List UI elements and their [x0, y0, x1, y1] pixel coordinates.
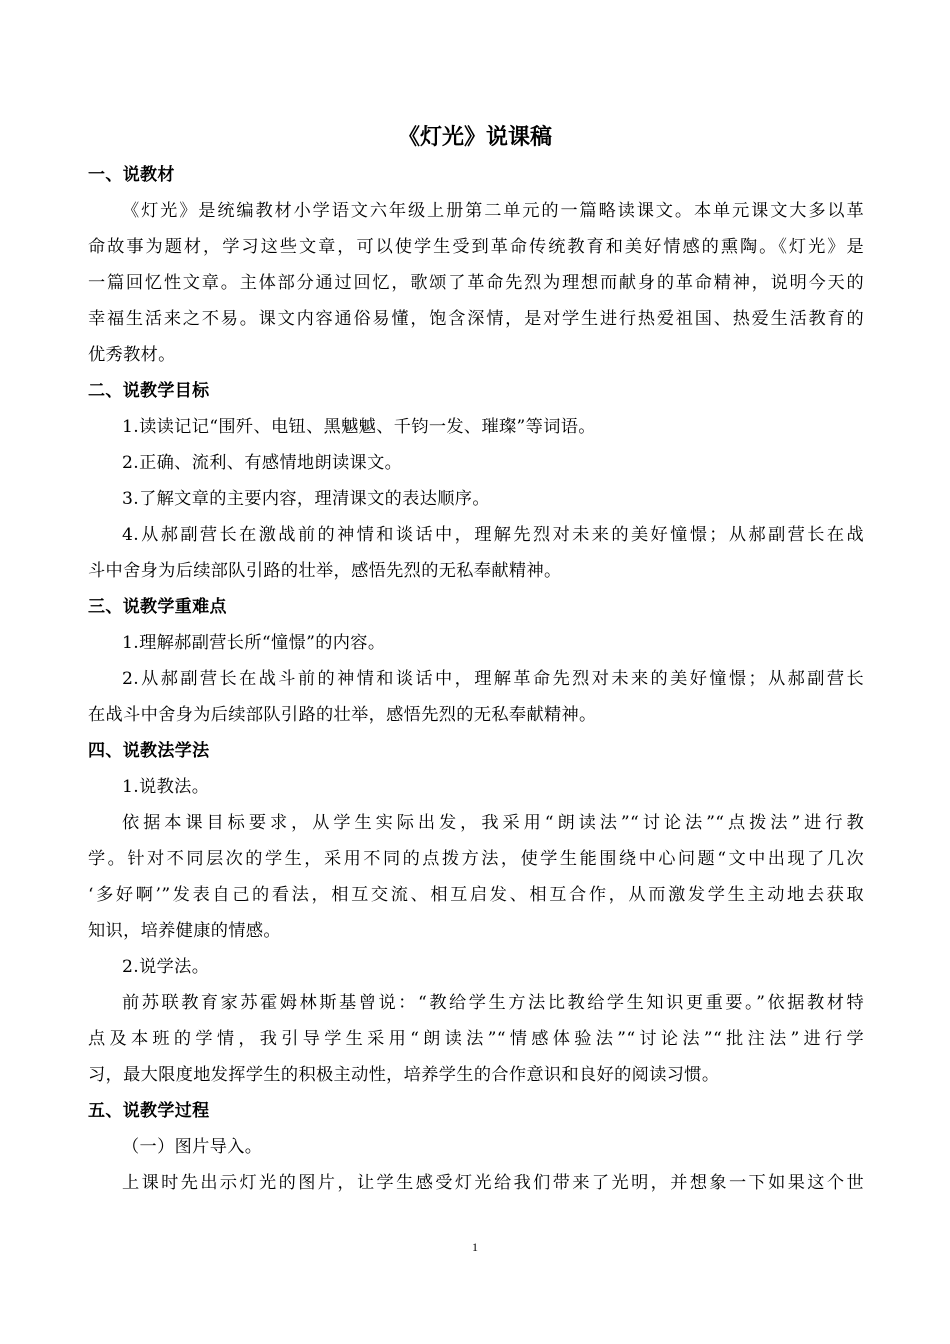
paragraph-line: 2.从郝副营长在战斗前的神情和谈话中，理解革命先烈对未来的美好憧憬；从郝副营长: [122, 669, 864, 689]
paragraph-line: 学。针对不同层次的学生，采用不同的点拨方法，使学生能围绕中心问题“文中出现了几次: [88, 849, 864, 869]
document-title: 《灯光》说课稿: [397, 125, 552, 150]
paragraph-line: 点及本班的学情，我引导学生采用“朗读法”“情感体验法”“讨论法”“批注法”进行学: [88, 1029, 864, 1049]
section-heading: 二、说教学目标: [88, 381, 210, 401]
list-item: 3.了解文章的主要内容，理清课文的表达顺序。: [122, 489, 490, 509]
paragraph-line: 上课时先出示灯光的图片，让学生感受灯光给我们带来了光明，并想象一下如果这个世: [122, 1173, 864, 1193]
list-item: 2.说学法。: [122, 957, 210, 977]
paragraph-line: 幸福生活来之不易。课文内容通俗易懂，饱含深情，是对学生进行热爱祖国、热爱生活教育的: [88, 309, 864, 329]
paragraph-line: 4.从郝副营长在激战前的神情和谈话中，理解先烈对未来的美好憧憬；从郝副营长在战: [122, 525, 864, 545]
paragraph-line: 依据本课目标要求，从学生实际出发，我采用“朗读法”“讨论法”“点拨法”进行教: [122, 813, 864, 833]
paragraph-line: 命故事为题材，学习这些文章，可以使学生受到革命传统教育和美好情感的熏陶。《灯光》是: [88, 237, 864, 257]
section-heading: 四、说教法学法: [88, 741, 210, 761]
list-item: 1.说教法。: [122, 777, 210, 797]
list-item: 2.正确、流利、有感情地朗读课文。: [122, 453, 403, 473]
paragraph-line: 斗中舍身为后续部队引路的壮举，感悟先烈的无私奉献精神。: [88, 561, 562, 581]
list-item: 1.读读记记“围歼、电钮、黑魆魆、千钧一发、璀璨”等词语。: [122, 417, 596, 437]
section-heading: 三、说教学重难点: [88, 597, 227, 617]
list-item: 1.理解郝副营长所“憧憬”的内容。: [122, 633, 386, 653]
paragraph-line: 《灯光》是统编教材小学语文六年级上册第二单元的一篇略读课文。本单元课文大多以革: [122, 201, 864, 221]
paragraph-line: 在战斗中舍身为后续部队引路的壮举，感悟先烈的无私奉献精神。: [88, 705, 597, 725]
paragraph-line: 优秀教材。: [88, 345, 176, 365]
paragraph-line: ‘多好啊’”发表自己的看法，相互交流、相互启发、相互合作，从而激发学生主动地去获取: [88, 885, 864, 905]
page-number: 1: [472, 1240, 478, 1254]
paragraph-line: 一篇回忆性文章。主体部分通过回忆，歌颂了革命先烈为理想而献身的革命精神，说明今天的: [88, 273, 864, 293]
list-item: （一）图片导入。: [122, 1137, 263, 1157]
paragraph-line: 知识，培养健康的情感。: [88, 921, 281, 941]
paragraph-line: 习，最大限度地发挥学生的积极主动性，培养学生的合作意识和良好的阅读习惯。: [88, 1065, 720, 1085]
section-heading: 一、说教材: [88, 165, 175, 185]
section-heading: 五、说教学过程: [88, 1101, 210, 1121]
paragraph-line: 前苏联教育家苏霍姆林斯基曾说：“教给学生方法比教给学生知识更重要。”依据教材特: [122, 993, 864, 1013]
